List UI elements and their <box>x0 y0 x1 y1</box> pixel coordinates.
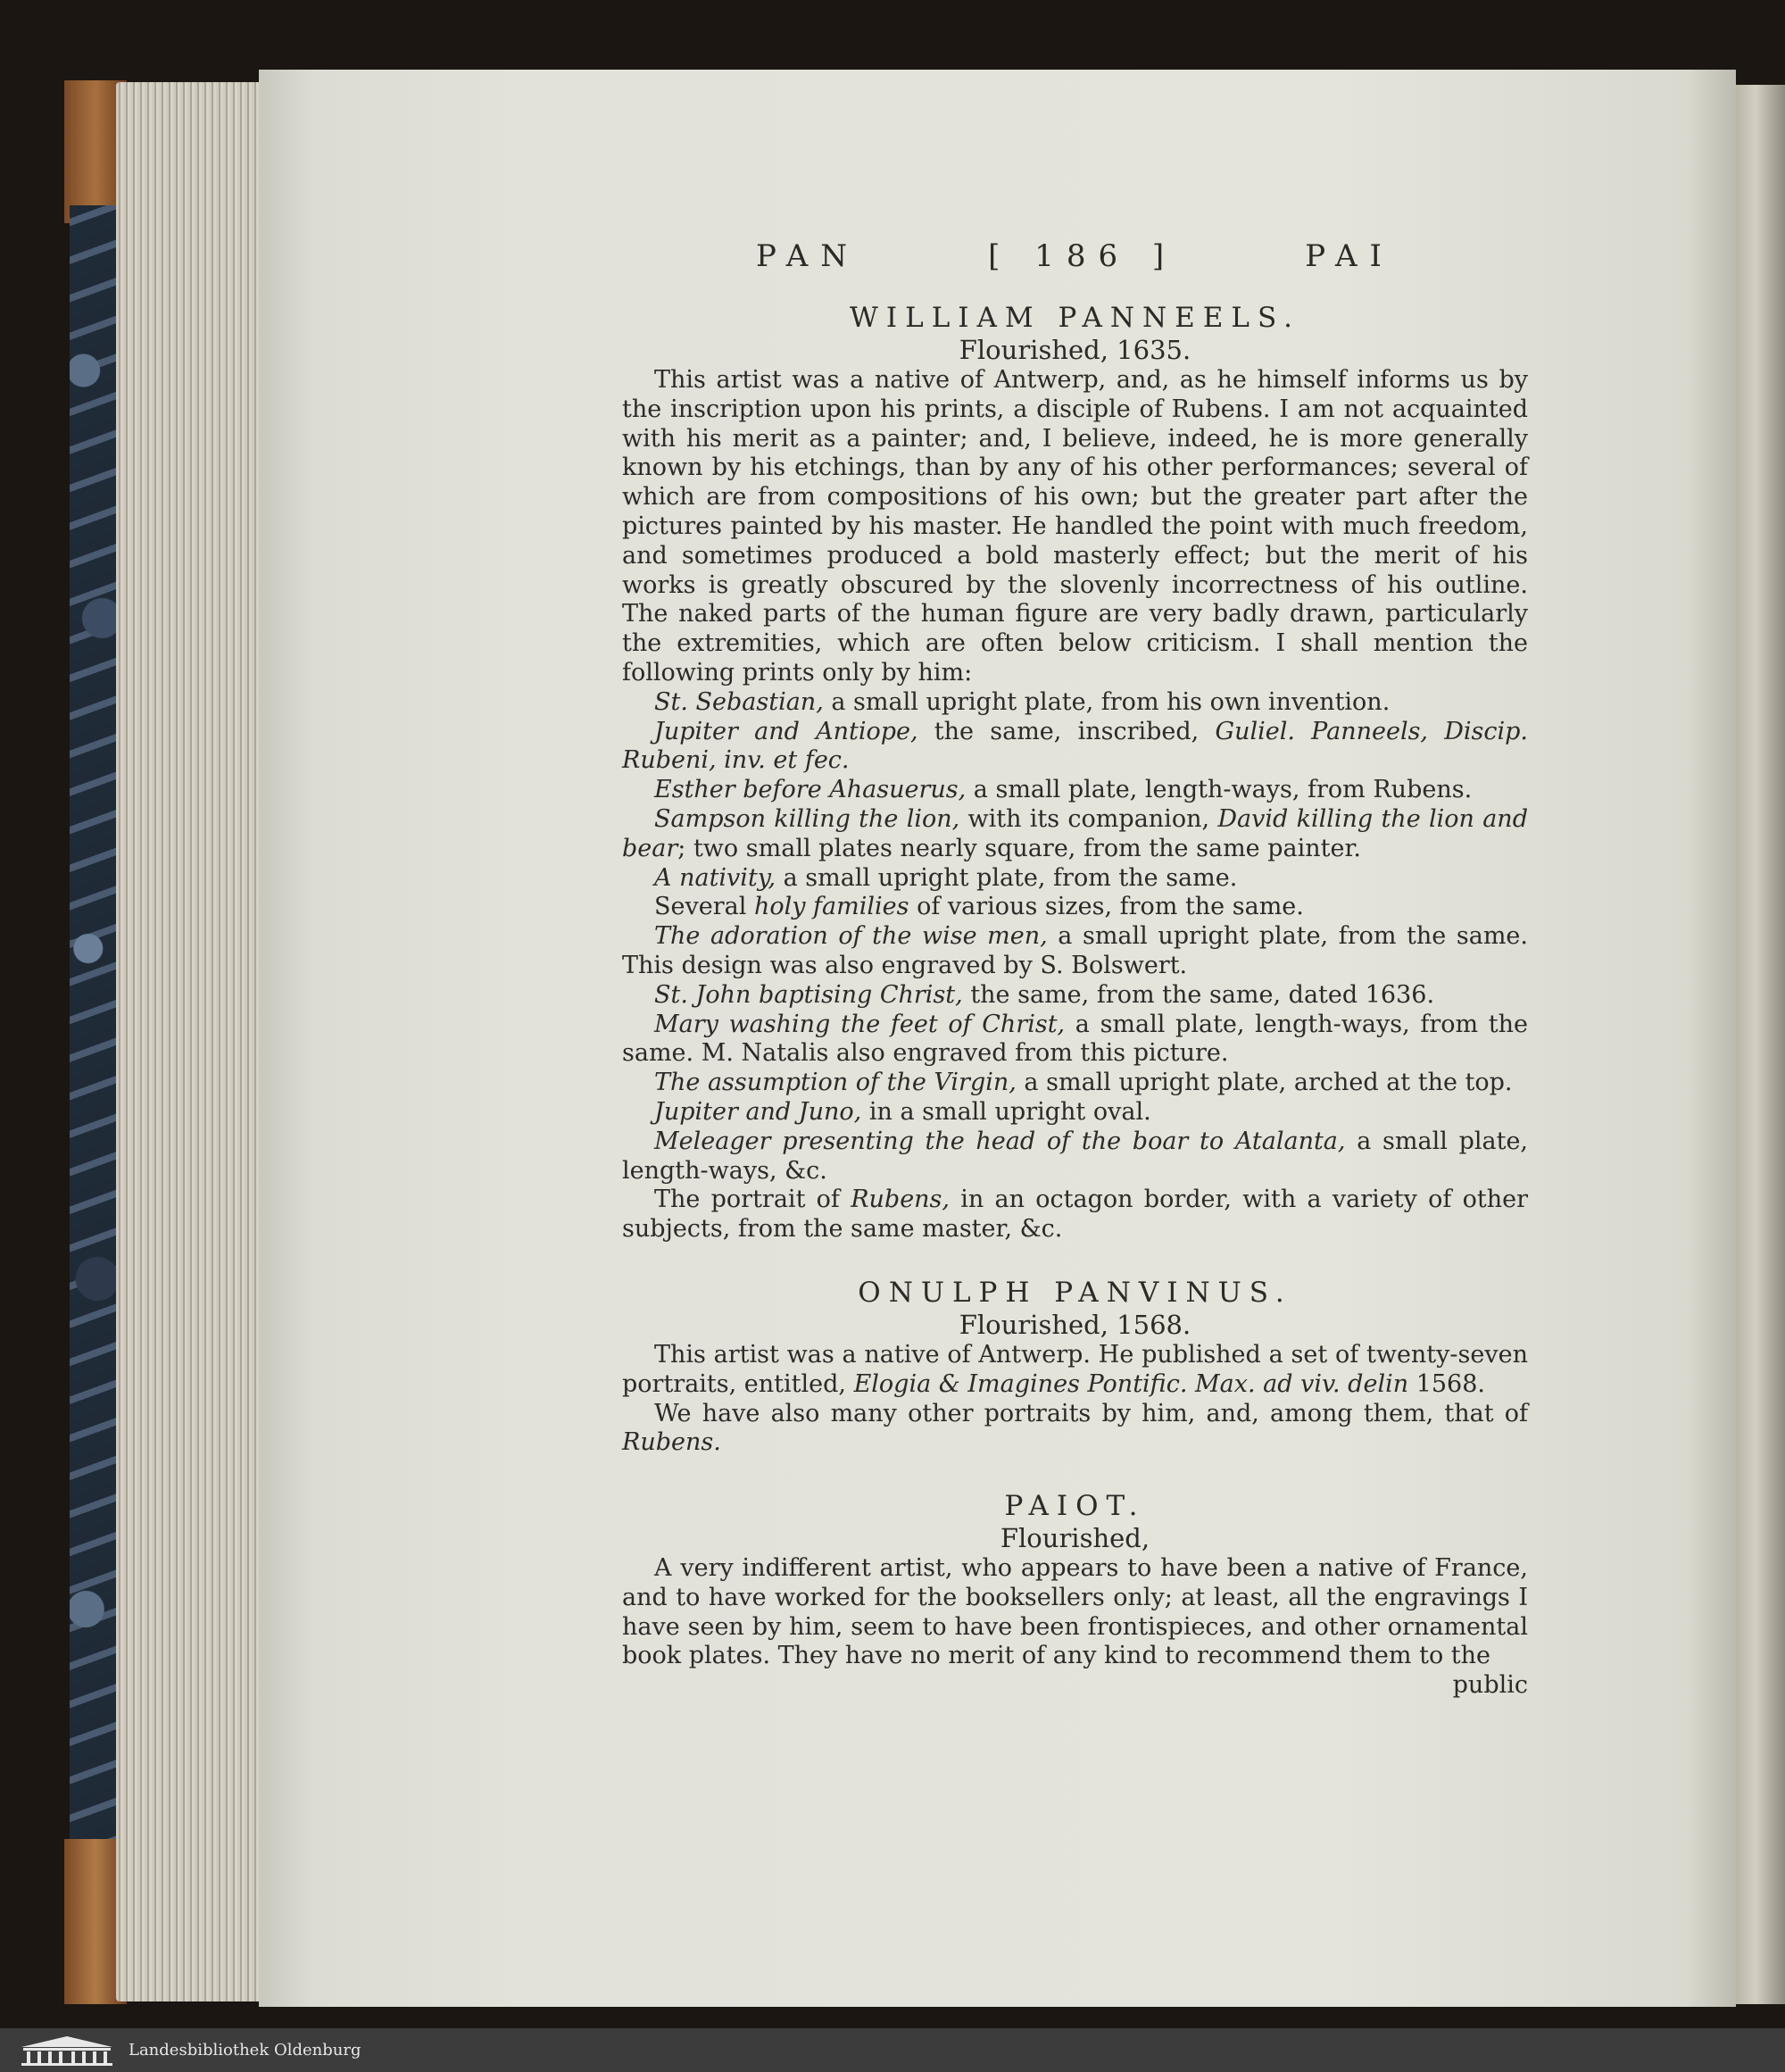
running-head-left: PAN <box>756 237 860 274</box>
page-number: [ 186 ] <box>988 237 1177 274</box>
entry-paragraph: This artist was a native of Antwerp. He published a set of twenty-seven portraits, entitled, Elogia & Imagines Pontific. Max. ad viv. delin 1568. <box>622 1340 1528 1398</box>
entry-paragraph: A very indifferent artist, who appears to have been a native of France, and to have worked for the booksellers only; at least, all the engravings I have seen by him, seem to have been frontispieces, and other ornamental book plates. They have no merit of any kind to recommend them to the <box>622 1554 1528 1670</box>
catchword: public <box>1452 1671 1528 1700</box>
print-item: Esther before Ahasuerus, a small plate, length-ways, from Rubens. <box>654 776 1473 804</box>
print-item: St. Sebastian, a small upright plate, from his own invention. <box>654 687 1391 716</box>
running-head <box>622 225 1528 287</box>
print-item: A nativity, a small upright plate, from the same. <box>654 863 1238 892</box>
entry-title: WILLIAM PANNEELS. <box>850 302 1300 334</box>
print-item: The assumption of the Virgin, a small upright plate, arched at the top. <box>654 1069 1513 1097</box>
print-item: Sampson killing the lion, with its companion, David killing the lion and bear; two small plates nearly square, from the same painter. <box>622 804 1528 862</box>
footer-label: Landesbibliothek Oldenburg <box>129 2041 361 2060</box>
print-item: St. John baptising Christ, the same, from the same, dated 1636. <box>654 980 1435 1009</box>
entry-flourished: Flourished, 1635. <box>959 335 1191 365</box>
entry-title: ONULPH PANVINUS. <box>858 1276 1292 1309</box>
facing-page-edge <box>1736 85 1785 2004</box>
print-item: The adoration of the wise men, a small upright plate, from the same. This design was also engraved by S. Bolswert. <box>622 922 1528 979</box>
print-item: Several holy families of various sizes, from the same. <box>654 893 1304 921</box>
marbled-cover <box>70 205 116 1857</box>
entry-flourished: Flourished, 1568. <box>959 1309 1191 1340</box>
print-item: The portrait of Rubens, in an octagon border, with a variety of other subjects, from the same master, &c. <box>622 1186 1528 1244</box>
print-item: Meleager presenting the head of the boar to Atalanta, a small plate, length-ways, &c. <box>622 1127 1528 1185</box>
entry-flourished: Flourished, <box>1000 1523 1150 1554</box>
text-column <box>622 225 1528 1701</box>
print-item: Mary washing the feet of Christ, a small plate, length-ways, from the same. M. Natalis also engraved from this picture. <box>622 1010 1528 1068</box>
library-building-icon <box>18 2035 116 2067</box>
print-item: Jupiter and Antiope, the same, inscribed, Guliel. Panneels, Discip. Rubeni, inv. et fec. <box>622 717 1529 775</box>
footer-bar <box>0 2028 1785 2072</box>
entry-paragraph: This artist was a native of Antwerp, and, as he himself informs us by the inscription upon his prints, a disciple of Rubens. I am not acquainted with his merit as a painter; and, I believe, indeed, he is more generally known by his etchings, than by any of his other performances; several of which are from compositions of his own; but the greater part after the pictures painted by his master. He handled the point with much freedom, and sometimes produced a bold masterly effect; but the merit of his works is greatly obscured by the slovenly incorrectness of his outline. The naked parts of the human figure are very badly drawn, particularly the extremities, which are often below criticism. I shall mention the following prints only by him: <box>622 366 1528 687</box>
running-head-right: PAI <box>1305 237 1394 274</box>
entry-paragraph: We have also many other portraits by him, and, among them, that of Rubens. <box>622 1399 1528 1457</box>
entry-title: PAIOT. <box>1004 1490 1146 1523</box>
print-item: Jupiter and Juno, in a small upright oval. <box>654 1097 1151 1126</box>
page-edges <box>116 82 263 2001</box>
